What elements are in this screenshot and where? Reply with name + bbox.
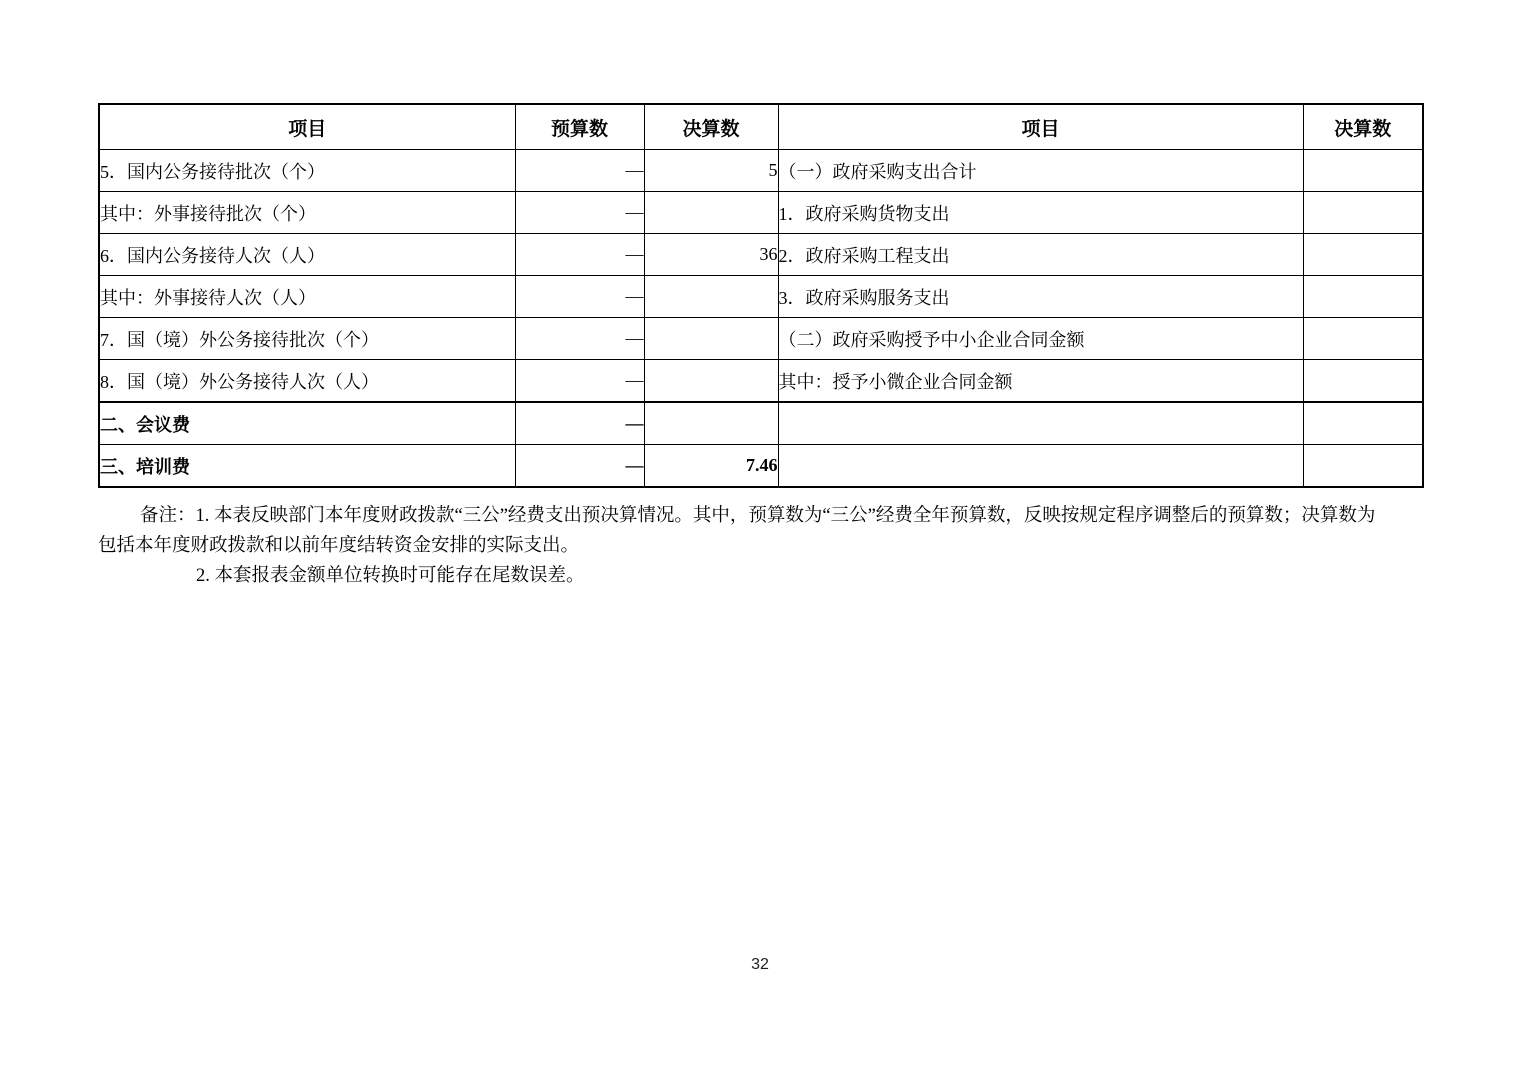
right-item-label: （二）政府采购授予中小企业合同金额 [778,318,1303,360]
right-final-value [1303,318,1423,360]
left-final-value: 36 [644,234,778,276]
footnotes [98,501,1424,591]
footnote-line-3: 2. 本套报表金额单位转换时可能存在尾数误差。 [196,566,585,586]
left-item-label: 7．国（境）外公务接待批次（个） [99,318,515,360]
left-item-label: 三、培训费 [99,445,515,488]
right-final-value [1303,402,1423,445]
left-item-label: 8．国（境）外公务接待人次（人） [99,360,515,403]
right-item-label: 2．政府采购工程支出 [778,234,1303,276]
left-final-value [644,276,778,318]
left-budget-value: — [515,276,644,318]
left-item-label: 其中：外事接待批次（个） [99,192,515,234]
left-budget-value: — [515,360,644,403]
left-budget-value: — [515,445,644,488]
header-item-right: 项目 [778,104,1303,150]
right-item-label [778,445,1303,488]
left-item-label: 二、会议费 [99,402,515,445]
right-final-value [1303,234,1423,276]
left-budget-value: — [515,192,644,234]
header-final-left: 决算数 [644,104,778,150]
left-budget-value: — [515,234,644,276]
left-item-label: 6．国内公务接待人次（人） [99,234,515,276]
footnote-line-1: 备注：1. 本表反映部门本年度财政拨款“三公”经费支出预决算情况。其中，预算数为“三公”经费全年预算数，反映按规定程序调整后的预算数；决算数为 [140,506,1376,526]
right-final-value [1303,150,1423,192]
left-final-value [644,192,778,234]
header-item-left: 项目 [99,104,515,150]
table-row [99,445,1423,488]
left-budget-value: — [515,150,644,192]
page-number: 32 [751,956,769,973]
right-item-label: 3．政府采购服务支出 [778,276,1303,318]
left-budget-value: — [515,402,644,445]
table-row [99,276,1423,318]
left-final-value [644,318,778,360]
header-final-right: 决算数 [1303,104,1423,150]
left-final-value [644,402,778,445]
header-budget: 预算数 [515,104,644,150]
left-item-label: 其中：外事接待人次（人） [99,276,515,318]
table-row [99,234,1423,276]
table-row [99,360,1423,403]
table-row [99,402,1423,445]
right-final-value [1303,276,1423,318]
table-row [99,318,1423,360]
left-item-label: 5．国内公务接待批次（个） [99,150,515,192]
left-final-value: 7.46 [644,445,778,488]
left-budget-value: — [515,318,644,360]
table-row [99,150,1423,192]
left-final-value [644,360,778,403]
right-item-label: 其中：授予小微企业合同金额 [778,360,1303,403]
three-public-expense-table [98,103,1424,488]
right-final-value [1303,360,1423,403]
table-row [99,192,1423,234]
right-final-value [1303,192,1423,234]
right-item-label: 1．政府采购货物支出 [778,192,1303,234]
right-item-label [778,402,1303,445]
left-final-value: 5 [644,150,778,192]
table-header-row [99,104,1423,150]
footnote-line-2: 包括本年度财政拨款和以前年度结转资金安排的实际支出。 [98,536,580,556]
right-item-label: （一）政府采购支出合计 [778,150,1303,192]
right-final-value [1303,445,1423,488]
